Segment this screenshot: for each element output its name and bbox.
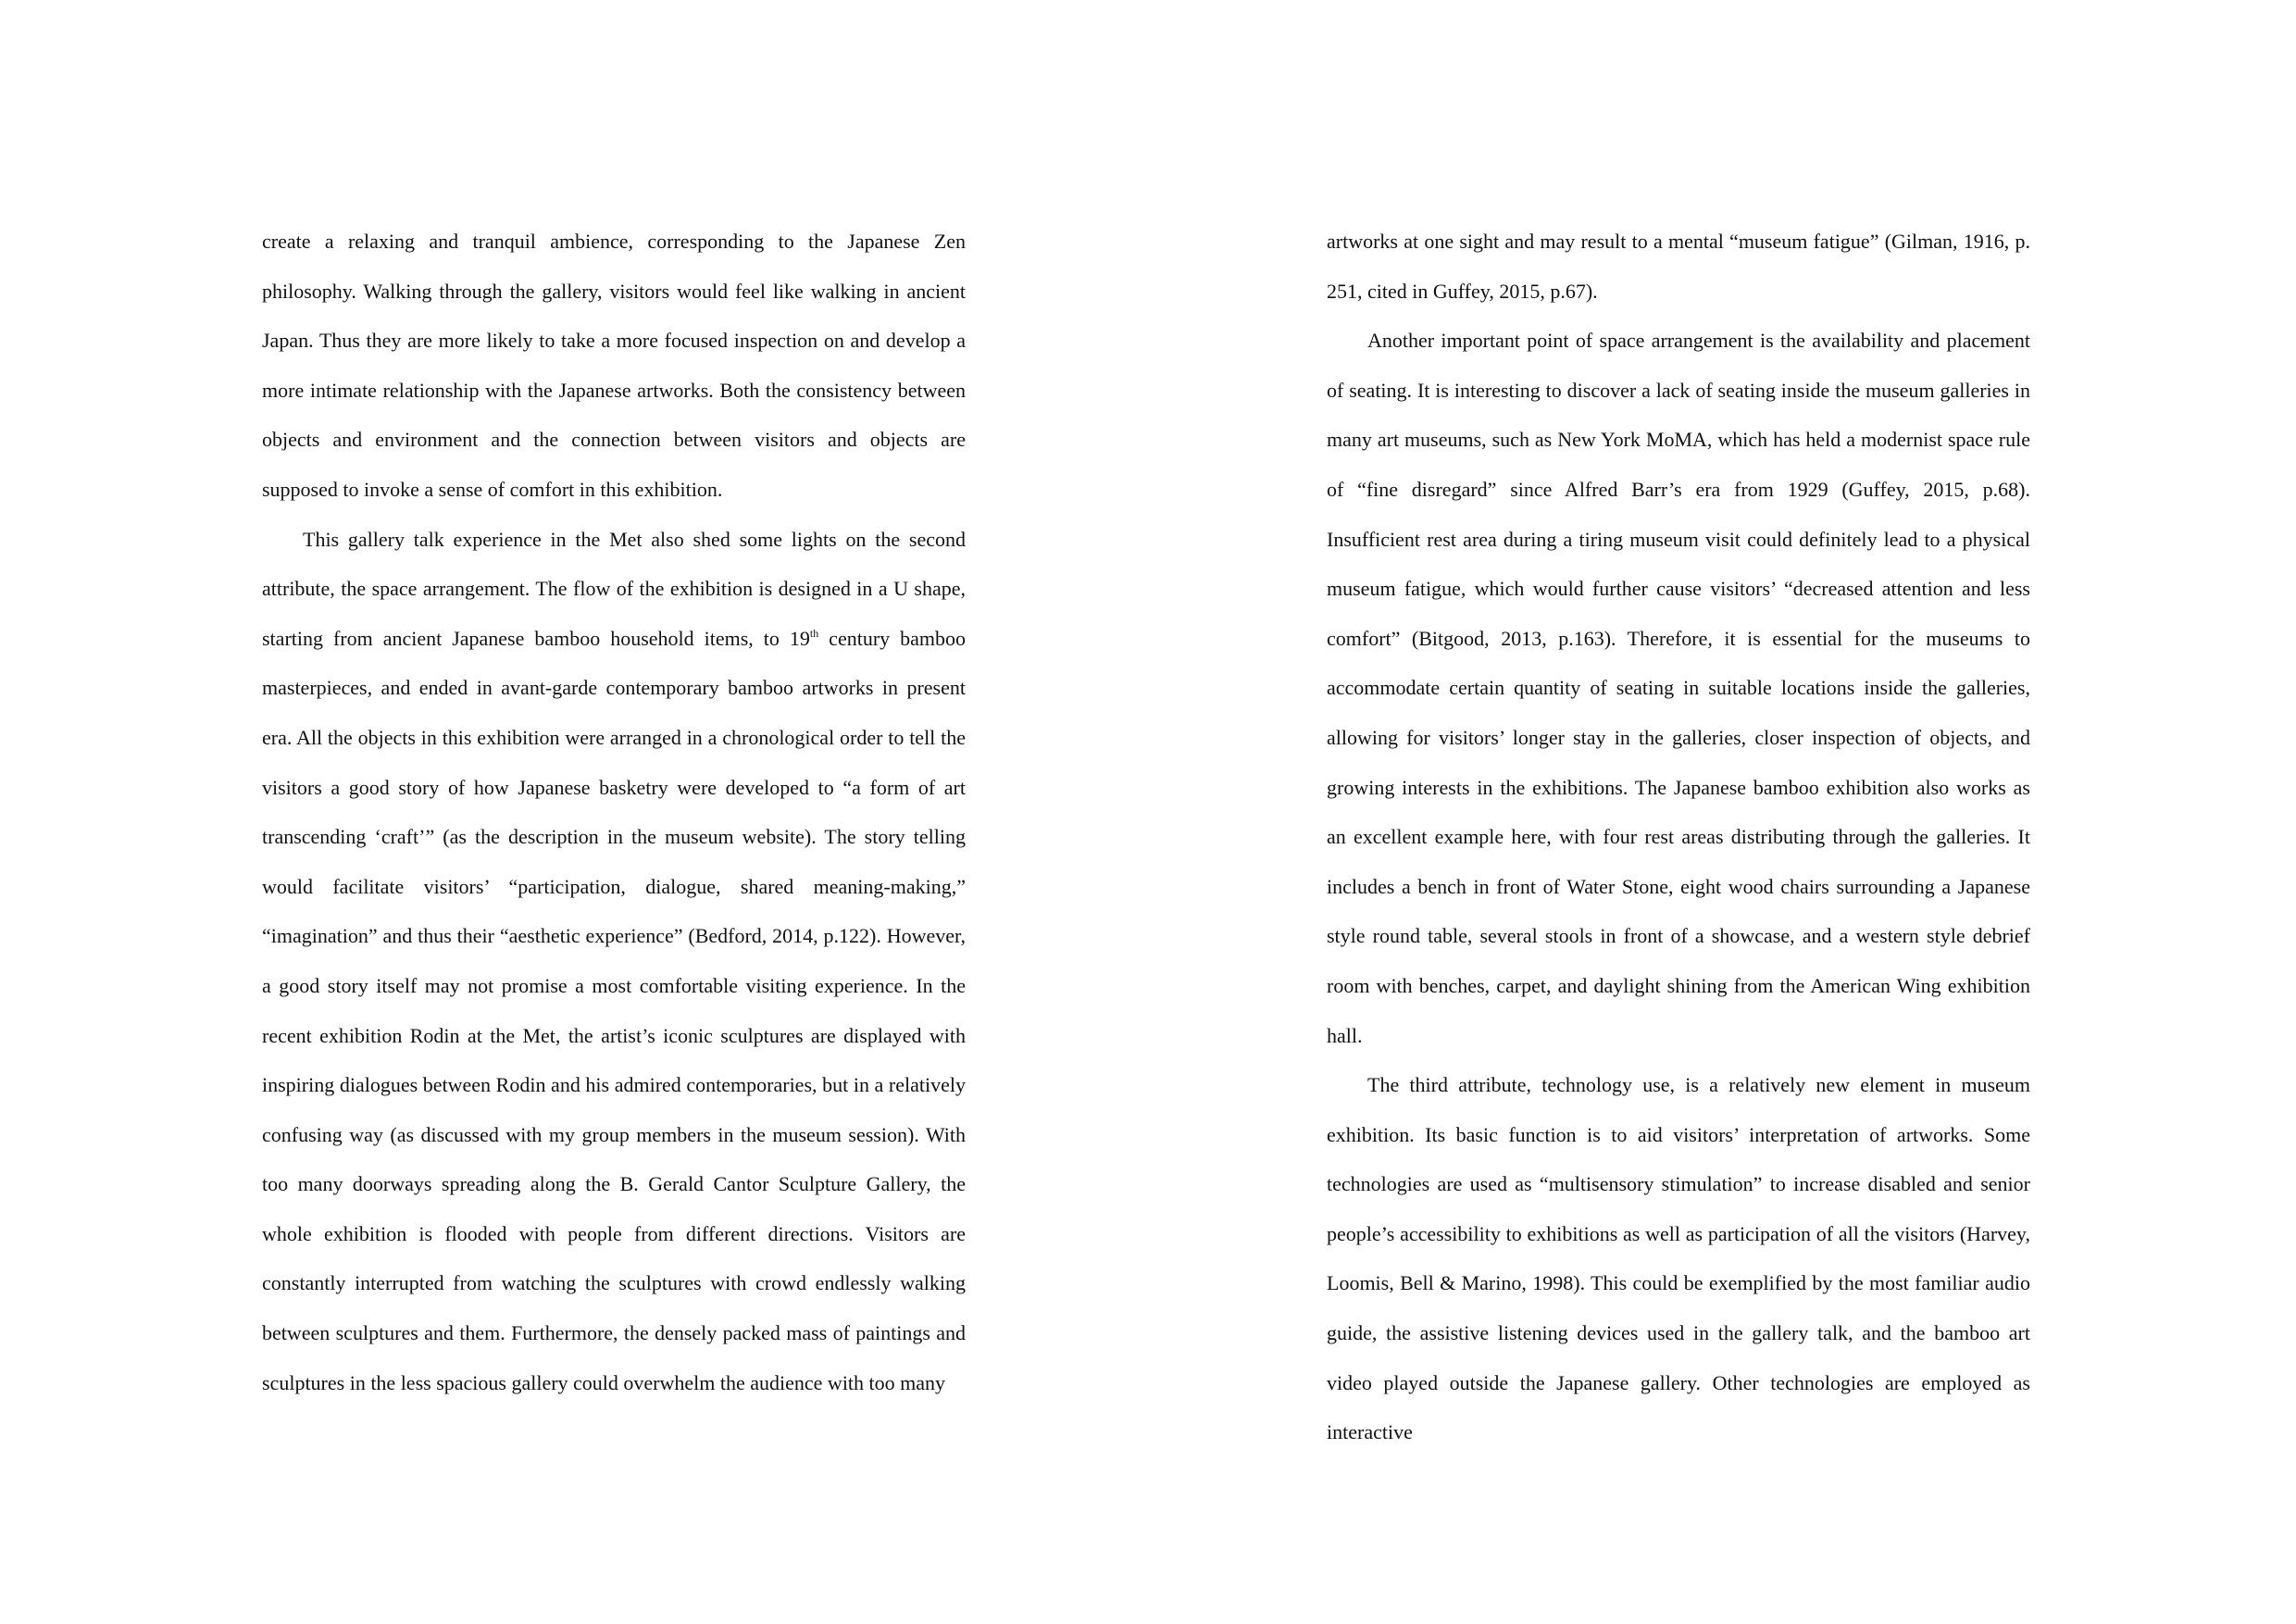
- paragraph: The third attribute, technology use, is a relatively new element in museum exhibition. Its basic function is to aid visitors’ interpretation of artworks. Some technologies are used as “multisensory stimulation” to increase disabled and senior people’s accessibility to exhibitions as well as participation of all the visitors (Harvey, Loomis, Bell & Marino, 1998). This could be exemplified by the most familiar audio guide, the assistive listening devices used in the gallery talk, and the bamboo art video played outside the Japanese gallery. Other technologies are employed as interactive: [1327, 1073, 2030, 1444]
- paragraph-text: This gallery talk experience in the Met also shed some lights on the second attribute, the space arrangement. The flow of the exhibition is designed in a U shape, starting from ancient Japanese bamboo household items, to 19: [262, 527, 966, 650]
- paragraph: Another important point of space arrangement is the availability and placement of seating. It is interesting to discover a lack of seating inside the museum galleries in many art museums, such as New York MoMA, which has held a modernist space rule of “fine disregard” since Alfred Barr’s era from 1929 (Guffey, 2015, p.68). Insufficient rest area during a tiring museum visit could definitely lead to a physical museum fatigue, which would further cause visitors’ “decreased attention and less comfort” (Bitgood, 2013, p.163). Therefore, it is essential for the museums to accommodate certain quantity of seating in suitable locations inside the galleries, allowing for visitors’ longer stay in the galleries, closer inspection of objects, and growing interests in the exhibitions. The Japanese bamboo exhibition also works as an excellent example here, with four rest areas distributing through the galleries. It includes a bench in front of Water Stone, eight wood chairs surrounding a Japanese style round table, several stools in front of a showcase, and a western style debrief room with benches, carpet, and daylight shining from the American Wing exhibition hall.: [1327, 329, 2030, 1047]
- left-page-text: [262, 217, 966, 1407]
- right-page: [1148, 0, 2296, 1624]
- paragraph: [262, 515, 966, 1408]
- paragraph: artworks at one sight and may result to a mental “museum fatigue” (Gilman, 1916, p. 251, cited in Guffey, 2015, p.67).: [1327, 230, 2030, 303]
- paragraph: create a relaxing and tranquil ambience, corresponding to the Japanese Zen philosophy. Walking through the gallery, visitors would feel like walking in ancient Japan. Thus they are more likely to take a more focused inspection on and develop a more intimate relationship with the Japanese artworks. Both the consistency between objects and environment and the connection between visitors and objects are supposed to invoke a sense of comfort in this exhibition.: [262, 230, 966, 501]
- right-page-text: [1327, 217, 2030, 1457]
- paragraph-text: century bamboo masterpieces, and ended in avant-garde contemporary bamboo artworks in present era. All the objects in this exhibition were arranged in a chronological order to tell the visitors a good story of how Japanese basketry were developed to “a form of art transcending ‘craft’” (as the description in the museum website). The story telling would facilitate visitors’ “participation, dialogue, shared meaning-making,” “imagination” and thus their “aesthetic experience” (Bedford, 2014, p.122). However, a good story itself may not promise a most comfortable visiting experience. In the recent exhibition Rodin at the Met, the artist’s iconic sculptures are displayed with inspiring dialogues between Rodin and his admired contemporaries, but in a relatively confusing way (as discussed with my group members in the museum session). With too many doorways spreading along the B. Gerald Cantor Sculpture Gallery, the whole exhibition is flooded with people from different directions. Visitors are constantly interrupted from watching the sculptures with crowd endlessly walking between sculptures and them. Furthermore, the densely packed mass of paintings and sculptures in the less spacious gallery could overwhelm the audience with too many: [262, 626, 966, 1394]
- superscript: th: [809, 626, 819, 640]
